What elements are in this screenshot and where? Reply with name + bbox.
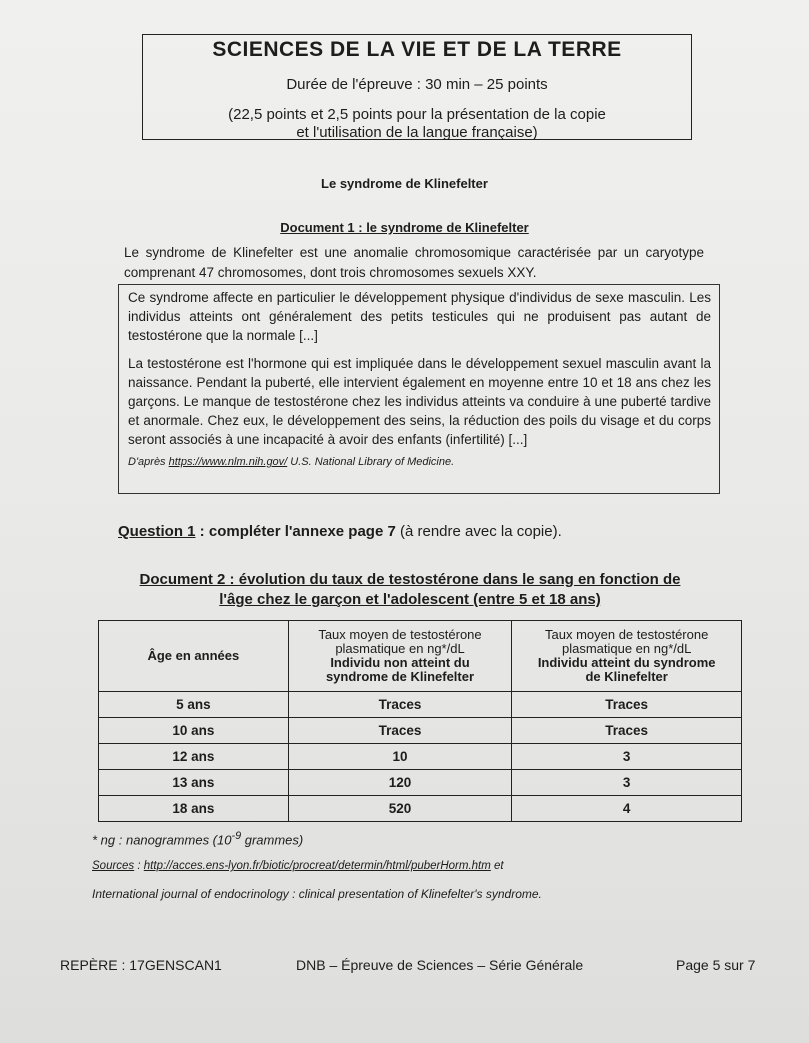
excerpt-paragraph-1: Ce syndrome affecte en particulier le développement physique d'individus de sexe masculin. Les individus atteints ont généralement des petits testicules qui ne produisent pas autant de testostérone que la normale [...]: [128, 290, 711, 343]
question-1: [118, 523, 562, 540]
cell-klinefelter: 3: [512, 744, 742, 770]
excerpt-paragraph-2: La testostérone est l'hormone qui est impliquée dans le développement sexuel masculin avant la naissance. Pendant la puberté, elle intervient également en moyenne entre 10 et 18 ans chez les garçons. Le manque de testostérone chez les individus atteints va conduire à une puberté tardive et anormale. Chez eux, le développement des seins, la réduction des poils du visage et du corps seront associés à une incapacité à avoir des enfants (infertilité) [...]: [128, 356, 711, 447]
table-row: [99, 796, 742, 822]
question-1-text: : compléter l'annexe page 7: [195, 523, 396, 540]
testosterone-table: [98, 620, 742, 822]
footer-repere: REPÈRE : 17GENSCAN1: [60, 957, 222, 973]
footnote-exponent: -9: [231, 830, 242, 842]
cell-normal: 10: [288, 744, 512, 770]
exam-title: SCIENCES DE LA VIE ET DE LA TERRE: [212, 38, 622, 61]
source-link[interactable]: https://www.nlm.nih.gov/: [168, 456, 288, 468]
header-klinefelter: Taux moyen de testostérone plasmatique en ng*/dL Individu atteint du syndrome de Klinefelter: [512, 621, 742, 692]
sources-label: Sources: [92, 860, 135, 872]
question-1-label: Question 1: [118, 523, 196, 540]
footer-page-number: Page 5 sur 7: [676, 957, 756, 973]
cell-klinefelter: Traces: [512, 692, 742, 718]
document-2-heading-line-2: l'âge chez le garçon et l'adolescent (entre 5 et 18 ans): [219, 591, 601, 608]
journal-reference: International journal of endocrinology : clinical presentation of Klinefelter's syndrome.: [92, 887, 542, 901]
exam-header-box: [142, 34, 692, 140]
document-2-heading-line-1: Document 2 : évolution du taux de testostérone dans le sang en fonction de: [139, 571, 681, 588]
table-row: [99, 744, 742, 770]
table-header-row: [99, 621, 742, 692]
table-row: [99, 770, 742, 796]
source-suffix: U.S. National Library of Medicine.: [287, 456, 455, 468]
excerpt-source: [128, 455, 711, 469]
cell-age: 18 ans: [99, 796, 289, 822]
cell-klinefelter: 3: [512, 770, 742, 796]
document-1-intro: Le syndrome de Klinefelter est une anomalie chromosomique caractérisée par un caryotype comprenant 47 chromosomes, dont trois chromosomes sexuels XXY.: [124, 245, 704, 280]
cell-klinefelter: 4: [512, 796, 742, 822]
header-normal: Taux moyen de testostérone plasmatique en ng*/dL Individu non atteint du syndrome de Klinefelter: [288, 621, 512, 692]
footer-exam-name: DNB – Épreuve de Sciences – Série Générale: [296, 957, 584, 973]
cell-age: 10 ans: [99, 718, 289, 744]
document-1-heading: Document 1 : le syndrome de Klinefelter: [280, 220, 529, 235]
table-row: [99, 718, 742, 744]
header-age: Âge en années: [99, 621, 289, 692]
nanogram-footnote: * ng : nanogrammes ($10^{-9}$ grammes): [92, 830, 304, 848]
question-1-rest: (à rendre avec la copie).: [395, 523, 562, 540]
cell-klinefelter: Traces: [512, 718, 742, 744]
cell-normal: 120: [288, 770, 512, 796]
points-note-line-1: (22,5 points et 2,5 points pour la présentation de la copie: [228, 106, 606, 123]
cell-normal: Traces: [288, 692, 512, 718]
exam-duration: Durée de l'épreuve : 30 min – 25 points: [286, 76, 548, 93]
points-note-line-2: et l'utilisation de la langue française): [296, 124, 538, 141]
cell-age: 5 ans: [99, 692, 289, 718]
document-1-excerpt-box: [118, 284, 720, 494]
source-prefix: D'après: [128, 456, 169, 468]
subject-title: Le syndrome de Klinefelter: [321, 176, 488, 191]
sources-line: Sources : http://acces.ens-lyon.fr/biotic/procreat/determin/html/puberHorm.htm et: [92, 860, 504, 872]
sources-link[interactable]: http://acces.ens-lyon.fr/biotic/procreat/determin/html/puberHorm.htm: [143, 860, 491, 872]
cell-normal: 520: [288, 796, 512, 822]
table-row: [99, 692, 742, 718]
cell-normal: Traces: [288, 718, 512, 744]
cell-age: 12 ans: [99, 744, 289, 770]
exam-points-note: [143, 106, 691, 142]
cell-age: 13 ans: [99, 770, 289, 796]
document-2-heading: [0, 570, 809, 610]
